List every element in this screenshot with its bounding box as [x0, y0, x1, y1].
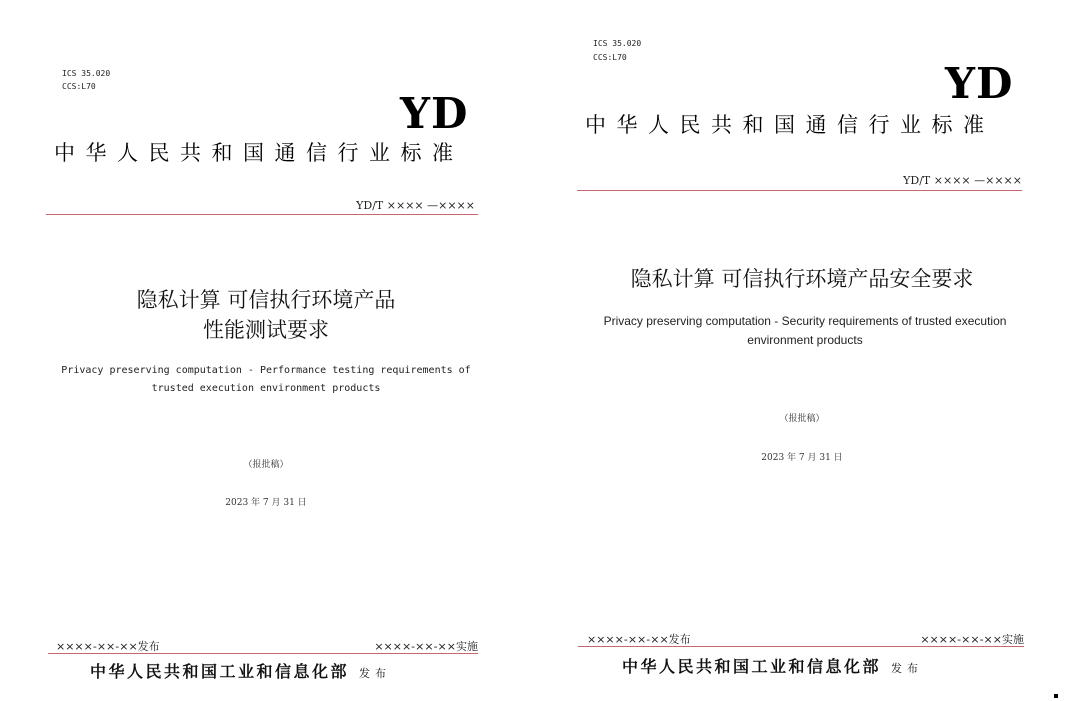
footer-rule [48, 653, 478, 654]
yd-logo: YD [400, 89, 469, 138]
footer-rule [578, 646, 1024, 647]
stray-dot [1054, 694, 1058, 698]
implement-date: ××××-××-××实施 [374, 640, 478, 653]
english-title: Privacy preserving computation - Performance testing requirements of trusted execution environment products [61, 365, 471, 394]
issuing-ministry [622, 654, 923, 677]
chinese-title: 隐私计算 可信执行环境产品安全要求 [630, 267, 974, 291]
issuing-ministry [90, 659, 391, 682]
ministry-name: 中华人民共和国工业和信息化部 [90, 662, 350, 681]
draft-date: 2023 年 7 月 31 日 [225, 498, 307, 508]
ics-code: ICS 35.020 [62, 69, 111, 78]
chinese-title-line1: 隐私计算 可信执行环境产品 [136, 288, 396, 312]
header-rule [46, 214, 478, 215]
standard-number: YD/T ×××× —×××× [903, 174, 1022, 187]
issue-date: ××××-××-××发布 [56, 640, 160, 653]
publish-label: 发布 [359, 667, 392, 680]
issue-date: ××××-××-××发布 [587, 633, 691, 646]
ccs-code: CCS:L70 [62, 82, 96, 91]
header-rule [577, 190, 1022, 191]
draft-status: （报批稿） [779, 414, 825, 424]
standard-number: YD/T ×××× —×××× [356, 199, 475, 212]
national-standard-heading: 中华人民共和国通信行业标准 [585, 113, 995, 137]
right-document-cover [540, 0, 1080, 701]
english-title: Privacy preserving computation - Security requirements of trusted execution environment products [603, 314, 1007, 347]
ministry-name: 中华人民共和国工业和信息化部 [622, 657, 882, 676]
national-standard-heading: 中华人民共和国通信行业标准 [54, 141, 464, 165]
chinese-title-line2: 性能测试要求 [203, 318, 329, 342]
implement-date: ××××-××-××实施 [920, 633, 1024, 646]
publish-label: 发布 [891, 662, 924, 675]
ccs-code: CCS:L70 [593, 53, 627, 62]
yd-logo: YD [945, 59, 1014, 108]
ics-code: ICS 35.020 [593, 39, 642, 48]
draft-status: （报批稿） [243, 460, 289, 470]
draft-date: 2023 年 7 月 31 日 [761, 453, 843, 463]
